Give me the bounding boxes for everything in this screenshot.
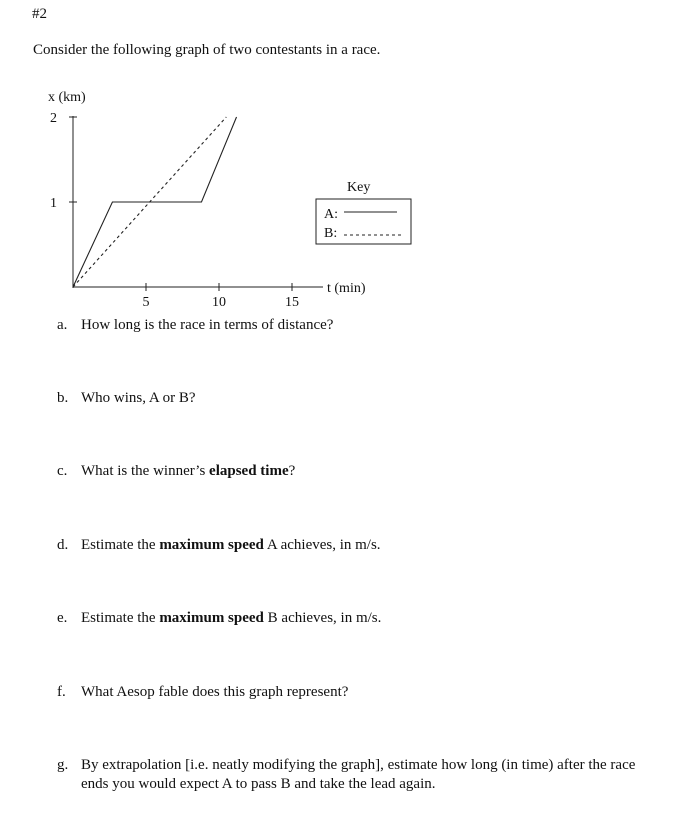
legend-label-b: B: <box>324 226 338 241</box>
question-letter: e. <box>57 610 68 626</box>
question-emphasis: maximum speed <box>159 610 264 626</box>
intro-text: Consider the following graph of two contestants in a race. <box>33 42 381 58</box>
question-text <box>81 756 657 794</box>
question-emphasis: elapsed time <box>209 463 289 479</box>
problem-number: #2 <box>32 6 47 22</box>
question-letter: c. <box>57 463 68 479</box>
x-axis-label: t (min) <box>327 281 366 296</box>
series-b-line <box>73 117 226 287</box>
question-text-part: How long is the race in terms of distance? <box>81 317 334 333</box>
question-letter: d. <box>57 537 69 553</box>
series-a-line <box>73 117 237 287</box>
question-text-part: Who wins, A or B? <box>81 390 196 406</box>
question-text <box>81 316 657 335</box>
question-f <box>57 683 657 702</box>
x-tick-label: 5 <box>142 295 150 310</box>
question-letter: g. <box>57 757 69 773</box>
question-text-part: A achieves, in m/s. <box>263 537 381 553</box>
question-text <box>81 609 657 628</box>
question-text-part: ? <box>288 463 296 479</box>
legend-title: Key <box>347 180 371 195</box>
question-c <box>57 462 657 481</box>
question-a <box>57 316 657 335</box>
question-text-part: By extrapolation [i.e. neatly modifying the graph], estimate how long (in time) after the race ends you would expect A to pass B and take the lead again. <box>81 757 636 792</box>
question-text-part: What Aesop fable does this graph represent? <box>81 684 349 700</box>
question-text <box>81 683 657 702</box>
question-text-part: B achieves, in m/s. <box>263 610 382 626</box>
legend <box>316 180 411 244</box>
question-text <box>81 536 657 555</box>
question-text-part: Estimate the <box>81 537 160 553</box>
y-axis-label: x (km) <box>48 90 86 105</box>
question-e <box>57 609 657 628</box>
question-g <box>57 756 657 794</box>
x-tick-label: 15 <box>285 295 299 310</box>
y-tick-label: 2 <box>50 111 57 126</box>
question-text <box>81 462 657 481</box>
question-letter: a. <box>57 317 68 333</box>
question-letter: b. <box>57 390 69 406</box>
question-b <box>57 389 657 408</box>
legend-label-a: A: <box>324 207 338 222</box>
question-emphasis: maximum speed <box>159 537 264 553</box>
y-tick-label: 1 <box>50 196 57 211</box>
question-text <box>81 389 657 408</box>
race-graph <box>0 0 696 320</box>
question-d <box>57 536 657 555</box>
question-text-part: Estimate the <box>81 610 160 626</box>
x-tick-label: 10 <box>212 295 226 310</box>
question-text-part: What is the winner’s <box>81 463 210 479</box>
question-letter: f. <box>57 684 66 700</box>
